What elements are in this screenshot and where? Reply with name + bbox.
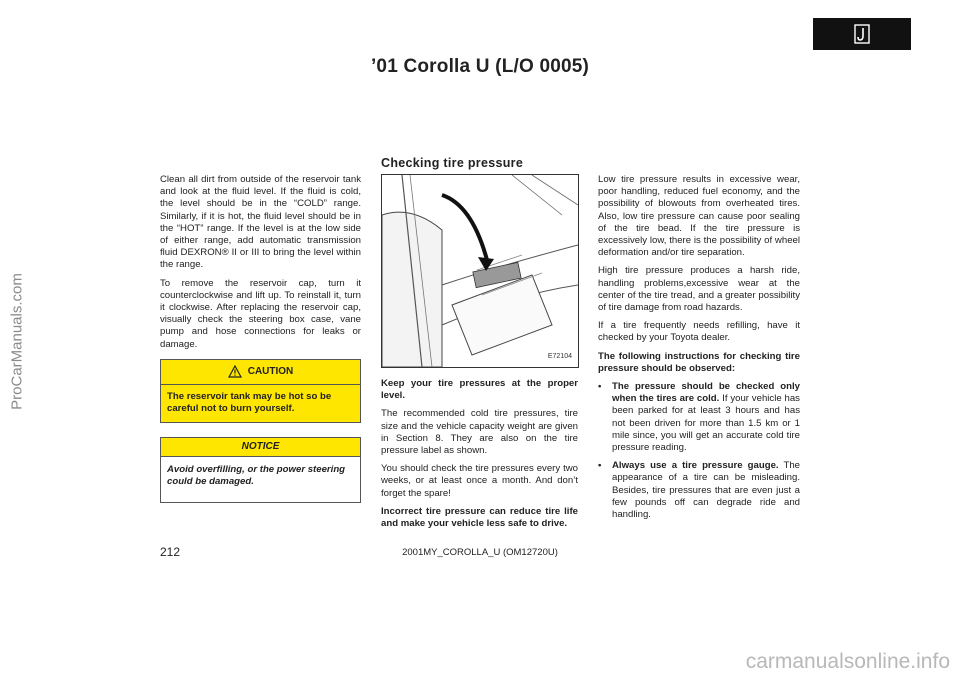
low-pressure-paragraph: Low tire pressure results in excessive wear, poor handling, reduced fuel economy, and the possibility of blowouts from overheated tires. Also, low tire pressure can cause poor sealing of the tire bead. If the tire pressure is excessively low, there is the possibility of wheel deformation and/or tire separation. [598, 174, 800, 259]
bullet-icon: • [598, 460, 602, 472]
incorrect-pressure-warning: Incorrect tire pressure can reduce tire life and make your vehicle less safe to drive. [381, 505, 578, 530]
reservoir-paragraph: Clean all dirt from outside of the reservoir tank and look at the fluid level. If the fluid is cold, the level should be in the “COLD” range. Similarly, if it is hot, the fluid level should be in the “HOT” range. If the level is at the low side of either range, add automatic transmission fluid DEXRON® II or III to bring the level within the range. [160, 174, 361, 271]
high-pressure-paragraph: High tire pressure produces a harsh ride, handling problems,excessive wear at the center of the tire tread, and a greater possibility of tire damage from road hazards. [598, 265, 800, 314]
notice-box [160, 437, 361, 503]
left-column [160, 174, 361, 503]
tire-pressure-lead: Keep your tire pressures at the proper level. [381, 378, 578, 402]
check-frequency-paragraph: You should check the tire pressures every two weeks, or at least once a month. And don’t forget the spare! [381, 463, 578, 499]
recommended-pressure-paragraph: The recommended cold tire pressures, tire size and the vehicle capacity weight are given in Section 8. They are also on the tire pressure label as shown. [381, 408, 578, 457]
document-code: 2001MY_COROLLA_U (OM12720U) [402, 547, 558, 558]
refilling-paragraph: If a tire frequently needs refilling, have it checked by your Toyota dealer. [598, 320, 800, 344]
bullet-bold: The pressure should be checked only when the tires are cold. [612, 381, 800, 405]
bullet-icon: • [598, 381, 602, 393]
middle-column [381, 174, 578, 536]
reservoir-cap-paragraph: To remove the reservoir cap, turn it counterclockwise and lift up. To reinstall it, turn it clockwise. After replacing the reservoir cap, visually check the steering box case, vane pump and hose connections for leaks or damage. [160, 277, 361, 350]
tire-label-figure [381, 174, 579, 368]
door-jamb-illustration [382, 175, 578, 367]
watermark-bottom: carmanualsonline.info [745, 650, 950, 673]
figure-code: E72104 [547, 352, 572, 360]
list-item [598, 460, 800, 521]
chapter-tab [813, 18, 911, 50]
notice-label: NOTICE [161, 438, 360, 457]
bullet-text: If your vehicle has been parked for at least 3 hours and has not been driven for more than 1.5 km or 1 mile since, you will get an accurate cold tire pressure reading. [612, 393, 800, 454]
bullet-bold: Always use a tire pressure gauge. [612, 460, 779, 472]
right-column [598, 174, 800, 527]
caution-text: The reservoir tank may be hot so be careful not to burn yourself. [161, 385, 360, 422]
caution-header [161, 360, 360, 385]
hook-icon [854, 24, 870, 44]
watermark-left: ProCarManuals.com [8, 273, 26, 410]
bullet-text: The appearance of a tire can be misleading. Besides, tire pressures that are even just a few pounds off can degrade ride and handling. [612, 460, 800, 521]
notice-text: Avoid overfilling, or the power steering could be damaged. [167, 463, 346, 487]
caution-box [160, 359, 361, 423]
document-title: ’01 Corolla U (L/O 0005) [370, 56, 590, 77]
page-number: 212 [160, 545, 181, 559]
caution-label: CAUTION [247, 365, 294, 377]
instructions-heading: The following instructions for checking tire pressure should be observed: [598, 350, 800, 374]
list-item [598, 381, 800, 454]
warning-triangle-icon [228, 365, 242, 378]
section-heading: Checking tire pressure [381, 156, 524, 170]
